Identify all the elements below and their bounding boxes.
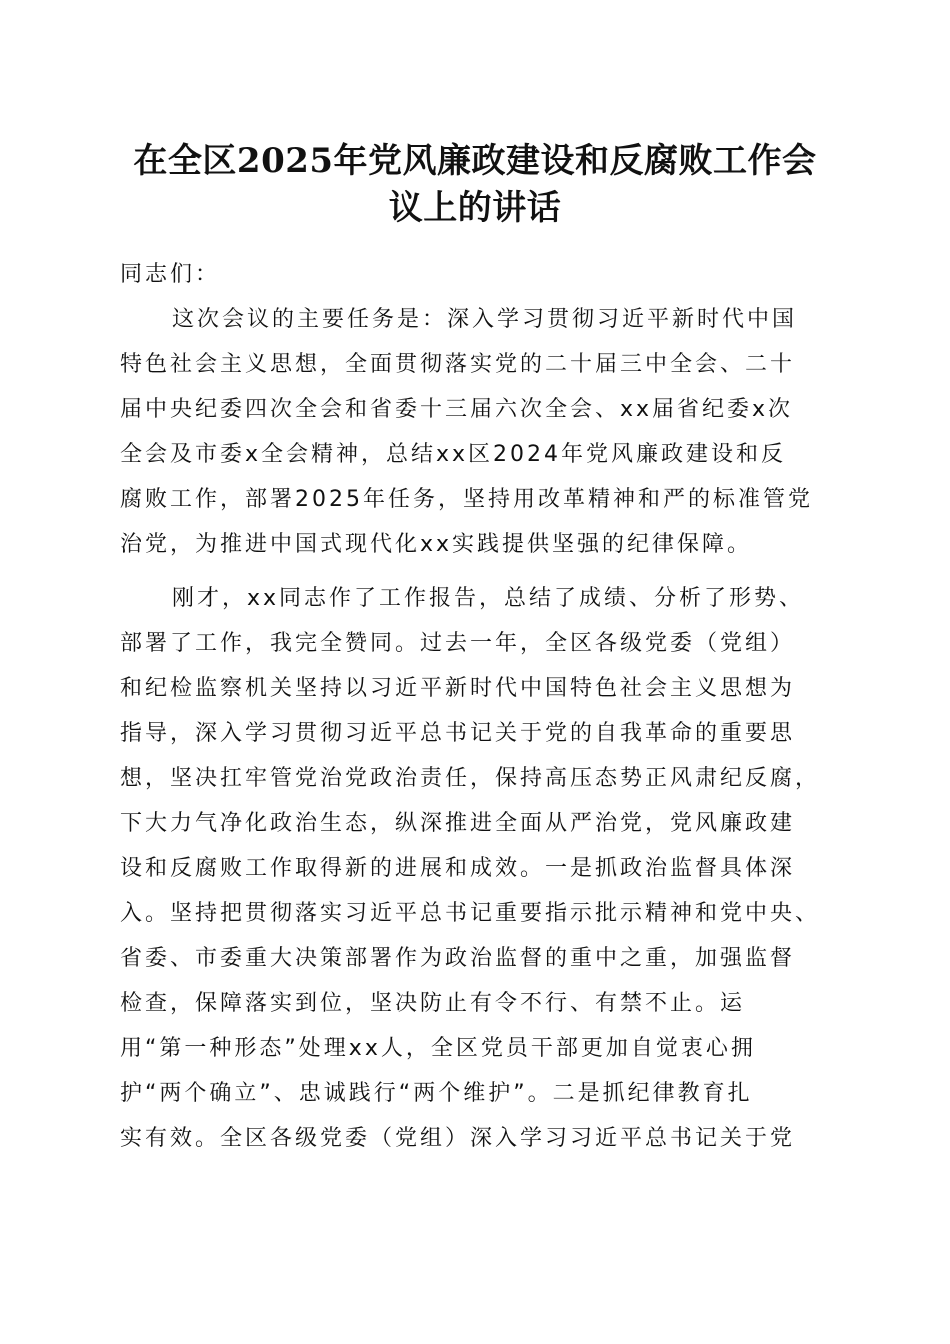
paragraph-1 xyxy=(120,297,840,567)
document-title xyxy=(80,138,870,232)
paragraph-line: 入。坚持把贯彻落实习近平总书记重要指示批示精神和党中央、 xyxy=(120,901,821,926)
paragraph-line: 和纪检监察机关坚持以习近平新时代中国特色社会主义思想为 xyxy=(120,676,796,701)
paragraph-line: 这次会议的主要任务是：深入学习贯彻习近平新时代中国 xyxy=(172,307,798,332)
paragraph-line: 腐败工作，部署2025年任务，坚持用改革精神和严的标准管党 xyxy=(120,487,813,512)
paragraph-line: 护“两个确立”、忠诚践行“两个维护”。二是抓纪律教育扎 xyxy=(120,1081,753,1106)
paragraph-line: 特色社会主义思想，全面贯彻落实党的二十届三中全会、二十 xyxy=(120,352,796,377)
paragraph-line: 实有效。全区各级党委（党组）深入学习习近平总书记关于党 xyxy=(120,1126,796,1151)
paragraph-line: 治党，为推进中国式现代化xx实践提供坚强的纪律保障。 xyxy=(120,532,753,557)
paragraph-line: 刚才，xx同志作了工作报告，总结了成绩、分析了形势、 xyxy=(172,586,805,611)
paragraph-line: 想，坚决扛牢管党治党政治责任，保持高压态势正风肃纪反腐， xyxy=(120,766,821,791)
paragraph-line: 下大力气净化政治生态，纵深推进全面从严治党，党风廉政建 xyxy=(120,811,796,836)
document-body xyxy=(120,252,840,1161)
paragraph-line: 用“第一种形态”处理xx人，全区党员干部更加自觉衷心拥 xyxy=(120,1036,756,1061)
paragraph-line: 全会及市委x全会精神，总结xx区2024年党风廉政建设和反 xyxy=(120,442,787,467)
paragraph-2 xyxy=(120,576,840,1161)
salutation: 同志们： xyxy=(120,262,221,287)
paragraph-line: 部署了工作，我完全赞同。过去一年，全区各级党委（党组） xyxy=(120,631,796,656)
title-line: 议上的讲话 xyxy=(388,188,562,228)
paragraph-line: 设和反腐败工作取得新的进展和成效。一是抓政治监督具体深 xyxy=(120,856,796,881)
paragraph-line: 指导，深入学习贯彻习近平总书记关于党的自我革命的重要思 xyxy=(120,721,796,746)
paragraph-line: 届中央纪委四次全会和省委十三届六次全会、xx届省纪委x次 xyxy=(120,397,794,422)
title-line: 在全区2025年党风廉政建设和反腐败工作会 xyxy=(133,141,817,181)
paragraph-line: 省委、市委重大决策部署作为政治监督的重中之重，加强监督 xyxy=(120,946,796,971)
paragraph-line: 检查，保障落实到位，坚决防止有令不行、有禁不止。运 xyxy=(120,991,746,1016)
